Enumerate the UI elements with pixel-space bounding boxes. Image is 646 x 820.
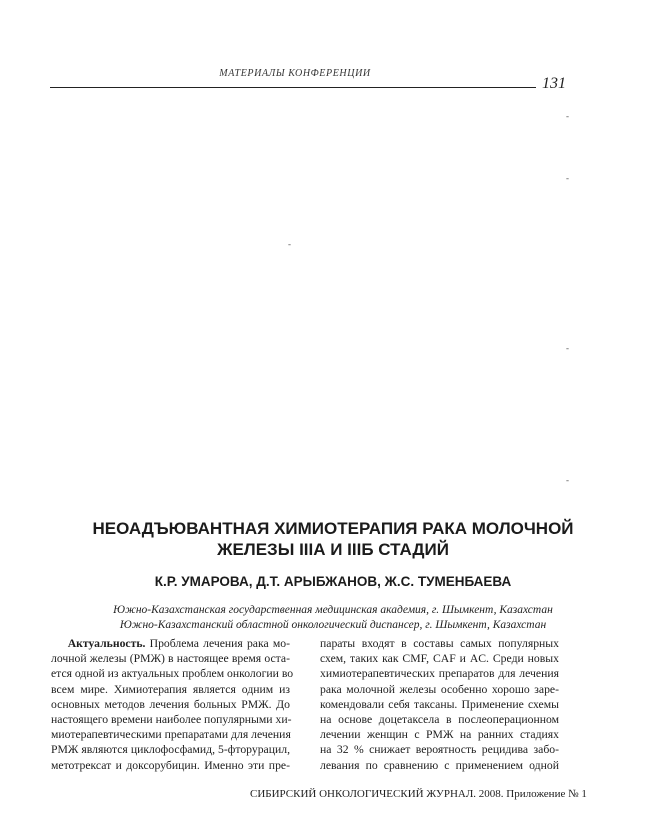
title-line: ЖЕЛЕЗЫ IIIА И IIIБ СТАДИЙ	[217, 540, 449, 559]
affiliations	[60, 603, 606, 633]
margin-mark: -	[566, 173, 569, 183]
text-line: левания по сравнению с применением одной	[320, 758, 559, 772]
text-line: комендовали себя таксаны. Применение схемы	[320, 697, 559, 711]
text-line: всем мире. Химиотерапия является одним из	[51, 682, 290, 696]
text-line: рака молочной железы особенно хорошо заре-	[320, 682, 559, 696]
header-rule	[50, 87, 536, 88]
text-line: лочной железы (РМЖ) в настоящее время оста-	[51, 652, 290, 666]
text-fragment: Проблема лечения рака мо-	[145, 637, 290, 650]
journal-footer: СИБИРСКИЙ ОНКОЛОГИЧЕСКИЙ ЖУРНАЛ. 2008. Приложение № 1	[250, 788, 587, 800]
text-line: параты входят в составы самых популярных	[320, 637, 559, 650]
text-line: ется одной из актуальных проблем онкологии во	[51, 667, 294, 681]
margin-mark: -	[288, 239, 291, 249]
text-line: на 32 % снижает вероятность рецидива забо-	[320, 743, 559, 757]
right-column	[320, 636, 559, 773]
text-line	[51, 636, 290, 651]
text-line: основных методов лечения больных РМЖ. До	[51, 697, 290, 711]
text-line: миотерапевтическими препаратами для лечения	[51, 728, 291, 742]
running-head: МАТЕРИАЛЫ КОНФЕРЕНЦИИ	[219, 68, 371, 79]
text-line: метотрексат и доксорубицин. Именно эти пре-	[51, 758, 290, 772]
margin-mark: -	[566, 111, 569, 121]
text-line: на основе доцетаксела в послеоперационном	[320, 712, 559, 726]
affiliation: Южно-Казахстанский областной онкологический диспансер, г. Шымкент, Казахстан	[119, 619, 547, 631]
title-line: НЕОАДЪЮВАНТНАЯ ХИМИОТЕРАПИЯ РАКА МОЛОЧНОЙ	[92, 519, 574, 538]
article-title	[40, 518, 626, 560]
text-line: лечении женщин с РМЖ на ранних стадиях	[320, 728, 559, 742]
text-line: схем, таких как CMF, CAF и AC. Среди новых	[320, 652, 559, 666]
text-line: химиотерапевтических препаратов для лечения	[320, 667, 559, 681]
margin-mark: -	[566, 475, 569, 485]
section-lead: Актуальность.	[67, 637, 146, 650]
authors: К.Р. УМАРОВА, Д.Т. АРЫБЖАНОВ, Ж.С. ТУМЕНБАЕВА	[154, 574, 512, 589]
margin-mark: -	[566, 343, 569, 353]
left-column	[51, 636, 294, 773]
text-line: РМЖ являются циклофосфамид, 5-фторурацил,	[51, 743, 290, 757]
affiliation: Южно-Казахстанская государственная медицинская академия, г. Шымкент, Казахстан	[113, 604, 553, 616]
page-number: 131	[542, 75, 566, 92]
text-line: настоящего времени наиболее популярными хи-	[51, 712, 292, 726]
